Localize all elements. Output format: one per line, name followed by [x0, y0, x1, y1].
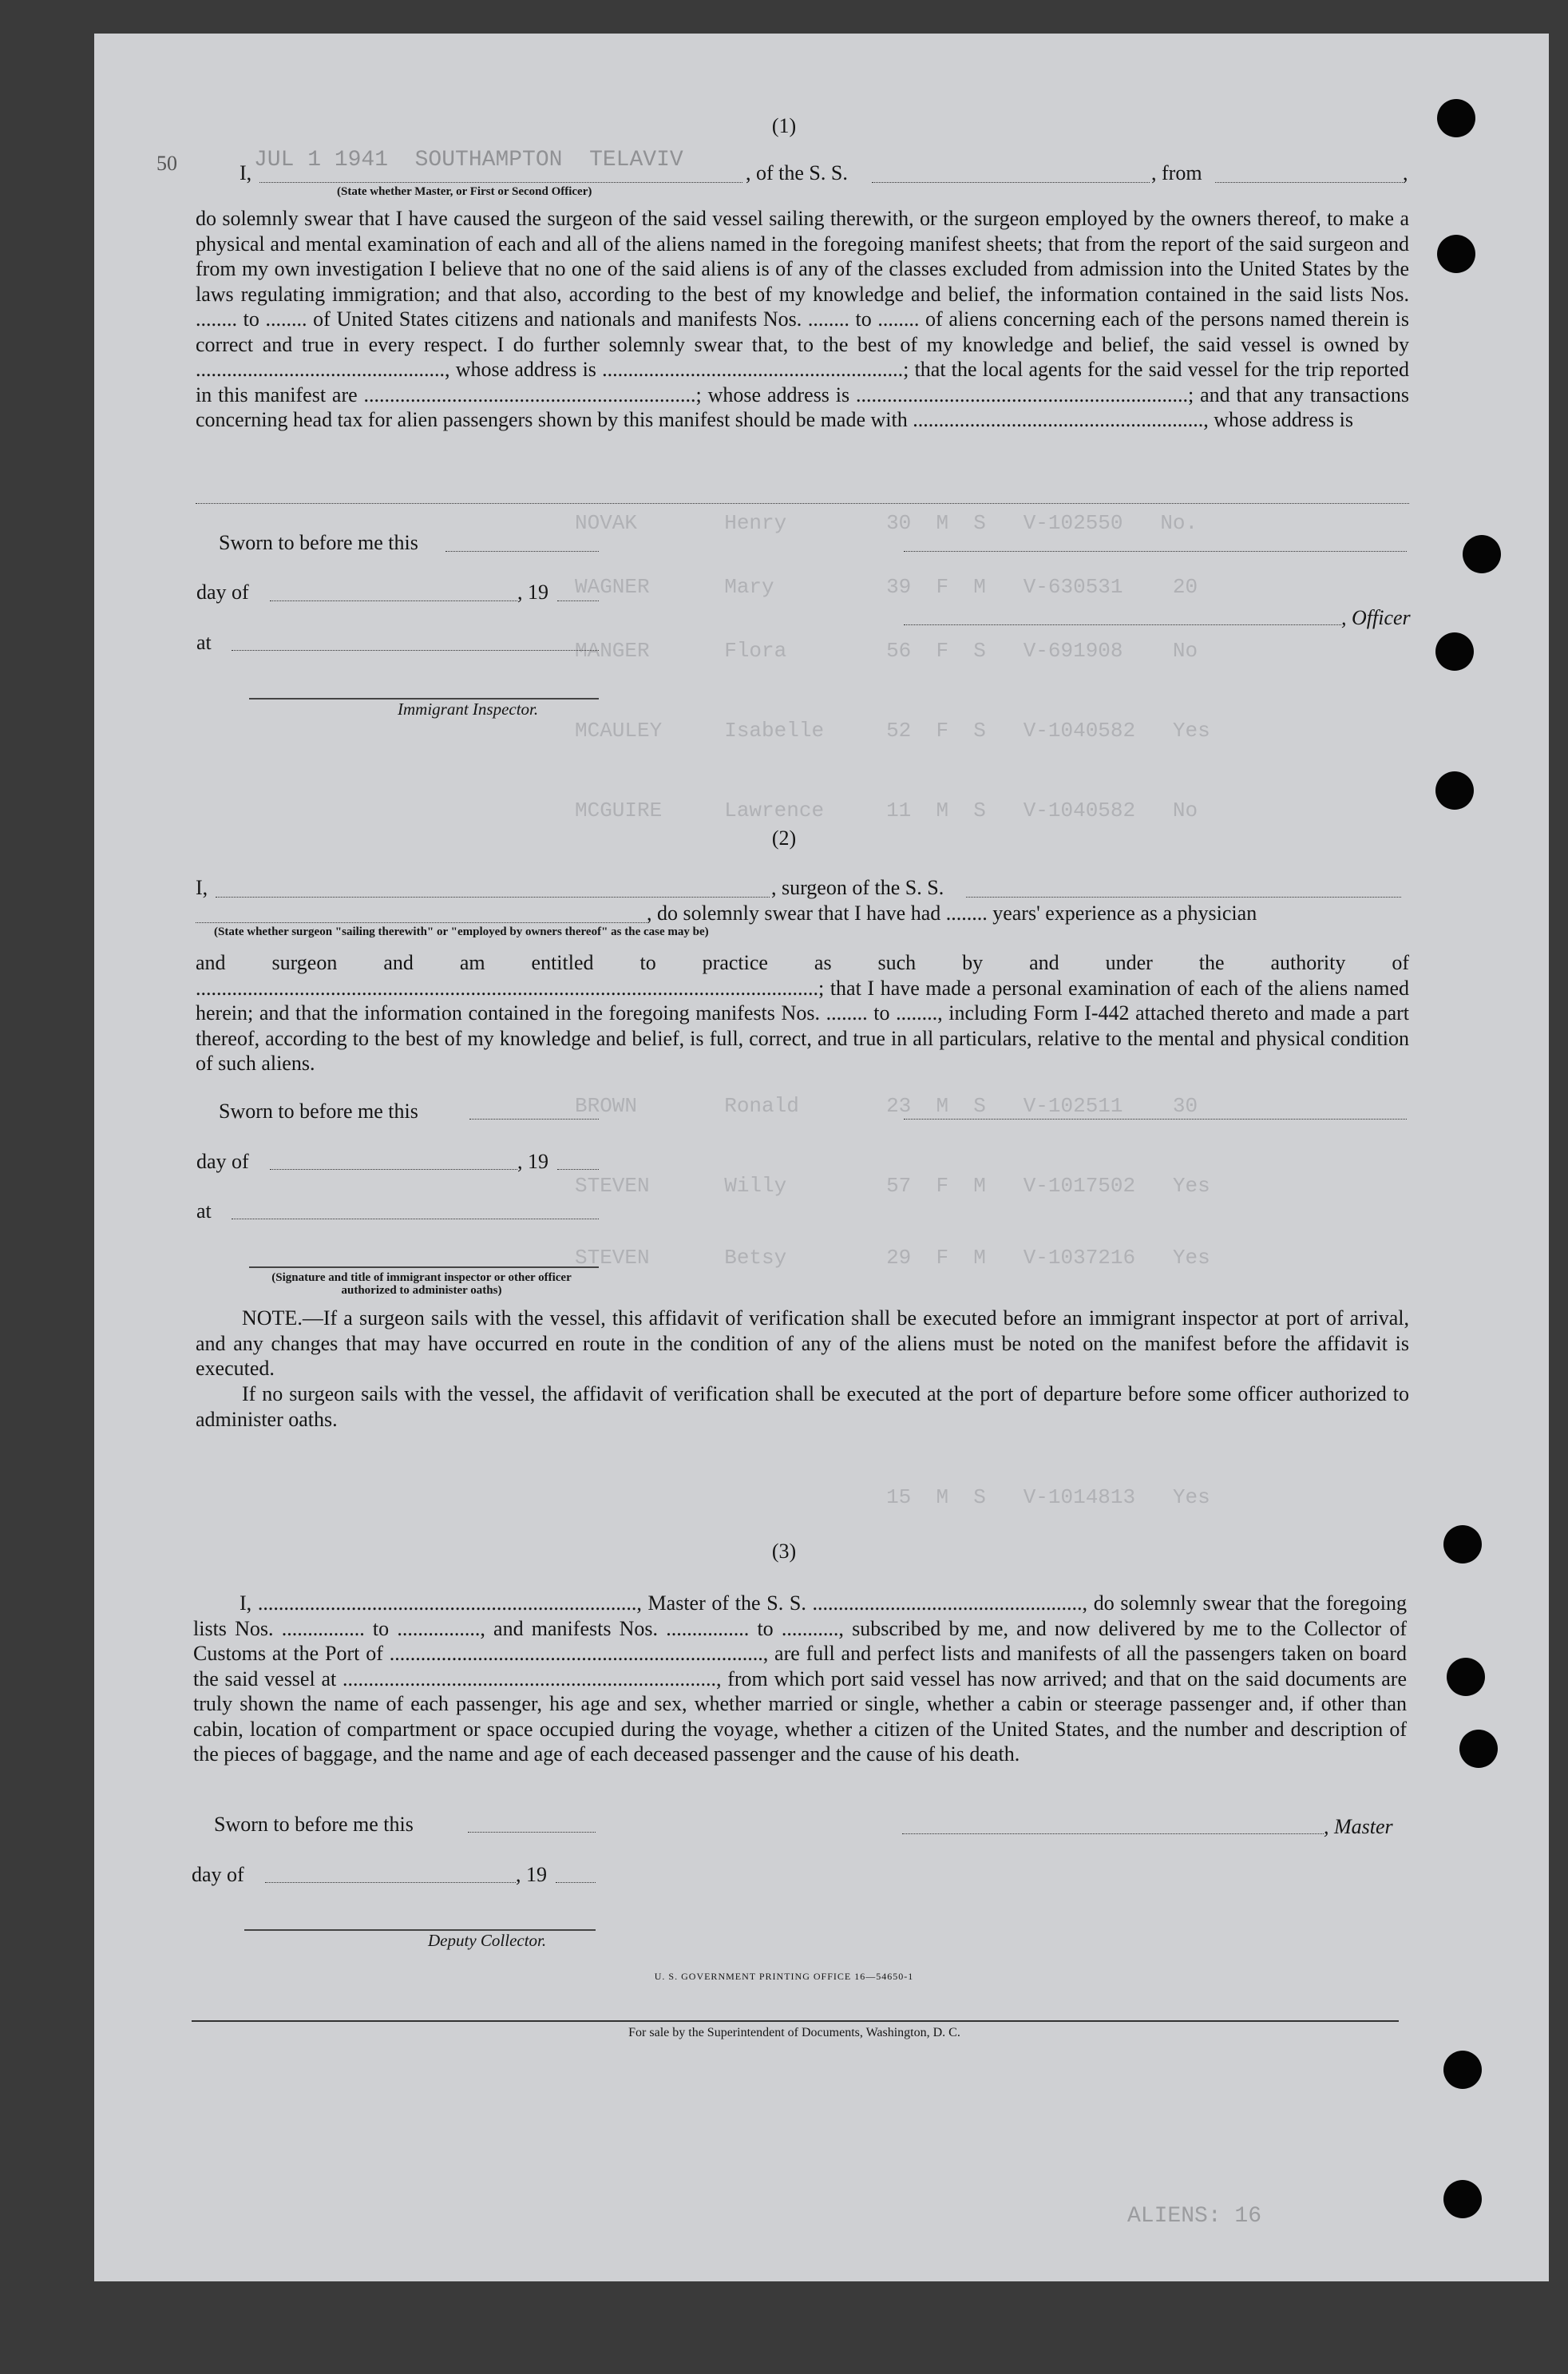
footer-rule	[192, 2020, 1399, 2022]
master-signature-field[interactable]	[902, 1833, 1324, 1834]
day-month-field[interactable]	[270, 600, 517, 601]
surgeon-oath-line: , do solemnly swear that I have had ........ years' experience as a physician	[647, 902, 1257, 925]
section-2-body: and surgeon and am entitled to practice as such by and under the authority of ........................................................................................................................; that I have made a personal examination of each of the aliens named herein; and that the information contained in the foregoing manifests Nos. ........ to ........, including Form I-442 attached thereto and made a part thereof, according to the best of my knowledge and belief, is full, correct, and true in all particulars, relative to the mental and physical condition of such aliens.	[196, 951, 1409, 1075]
head-tax-address-field[interactable]	[196, 503, 1409, 504]
section-3-body: I, ........................................................................., Master of the S. S. ...................................................., do solemnly swear that the foregoing lists Nos. ................ to ................, and manifests Nos. ................ to ..........., subscribed by me, and now delivered by me to the Collector of Customs at the Port of ........................................................................, are full and perfect lists and manifests of all the passengers taken on board the said vessel at ........................................................................, from which port said vessel has now arrived; and that on the said documents are truly shown the name of each passenger, his age and sex, whether married or single, whether a cabin or steerage passenger and, if other than cabin, location of compartment or space occupied during the voyage, whether a citizen of the United States, and the number and description of the pieces of baggage, and the name and age of each deceased passenger and the cause of his death.	[193, 1591, 1407, 1766]
sworn-label-3: Sworn to before me this	[214, 1813, 414, 1836]
bleed-through-text: BROWN Ronald 23 M S V-102511 30	[575, 1094, 1198, 1118]
punch-hole	[1463, 535, 1501, 573]
section-3-number: (3)	[771, 1540, 797, 1563]
inspector-label: Immigrant Inspector.	[398, 700, 539, 719]
punch-hole	[1435, 632, 1474, 671]
sworn-date-field[interactable]	[445, 551, 599, 552]
printing-office: U. S. GOVERNMENT PRINTING OFFICE 16—54650-1	[654, 1971, 914, 1982]
signature-note: (Signature and title of immigrant inspector or other officer authorized to administer oaths)	[271, 1271, 572, 1297]
section-1-number: (1)	[771, 114, 797, 137]
bleed-through-text: 15 M S V-1014813 Yes	[575, 1485, 1210, 1509]
officer-signature-line[interactable]	[249, 1266, 599, 1268]
bleed-through-text: NOVAK Henry 30 M S V-102550 No.	[575, 511, 1198, 535]
officer-name-field[interactable]	[259, 182, 742, 183]
punch-hole	[1443, 2051, 1482, 2089]
line-end: ,	[1403, 161, 1408, 184]
year-label: , 19	[517, 581, 548, 604]
note-paragraph: NOTE.—If a surgeon sails with the vessel, this affidavit of verification shall be executed before an immigrant inspector at port of arrival, and any changes that may have occurred en route in the condition of any of the aliens must be noted on the manifest before the affidavit is executed.	[196, 1306, 1409, 1380]
surgeon-status-field[interactable]	[196, 922, 647, 923]
officer-title-field[interactable]	[904, 624, 1341, 625]
year-label-3: , 19	[516, 1863, 547, 1886]
bleed-through-text: MCGUIRE Lawrence 11 M S V-1040582 No	[575, 799, 1198, 822]
margin-number: 50	[156, 152, 177, 175]
note-paragraph-2: If no surgeon sails with the vessel, the affidavit of verification shall be executed at the port of departure before some officer authorized to administer oaths.	[196, 1382, 1409, 1431]
sworn-label: Sworn to before me this	[219, 531, 418, 554]
officer-signature-field[interactable]	[904, 551, 1407, 552]
year-field[interactable]	[557, 600, 599, 601]
punch-hole	[1435, 771, 1474, 810]
punch-hole	[1447, 1658, 1485, 1696]
at-label: at	[196, 631, 212, 654]
punch-hole	[1437, 235, 1475, 273]
day-month-field-3[interactable]	[265, 1882, 516, 1883]
bleed-through-text: STEVEN Betsy 29 F M V-1037216 Yes	[575, 1246, 1210, 1270]
surgeon-line-label: I,	[196, 876, 208, 899]
day-of-label-3: day of	[192, 1863, 244, 1886]
day-of-label-2: day of	[196, 1150, 249, 1173]
surgeon-note: (State whether surgeon "sailing therewith" or "employed by owners thereof" as the case may be)	[214, 925, 709, 938]
master-label: , Master	[1324, 1815, 1393, 1838]
officer-line-label: I,	[240, 161, 252, 184]
day-of-label: day of	[196, 581, 249, 604]
deputy-label: Deputy Collector.	[428, 1931, 547, 1950]
year-field-2[interactable]	[557, 1169, 599, 1170]
bleed-through-text: WAGNER Mary 39 F M V-630531 20	[575, 575, 1198, 599]
sworn-date-field-3[interactable]	[468, 1832, 596, 1833]
place-field[interactable]	[232, 650, 599, 651]
bleed-through-text: MANGER Flora 56 F S V-691908 No	[575, 639, 1198, 663]
ss-label: , of the S. S.	[746, 161, 848, 184]
surgeon-vessel-field[interactable]	[966, 897, 1401, 898]
officer-note: (State whether Master, or First or Second Officer)	[337, 185, 592, 198]
section-2-number: (2)	[771, 826, 797, 850]
sale-notice: For sale by the Superintendent of Documents, Washington, D. C.	[628, 2026, 960, 2039]
year-field-3[interactable]	[556, 1882, 596, 1883]
surgeon-signature-field[interactable]	[904, 1119, 1407, 1120]
surgeon-ss-label: , surgeon of the S. S.	[771, 876, 944, 899]
punch-hole	[1443, 2180, 1482, 2218]
date-stamp: JUL 1 1941 SOUTHAMPTON TELAVIV	[254, 148, 683, 172]
sworn-label-2: Sworn to before me this	[219, 1100, 418, 1123]
day-month-field-2[interactable]	[270, 1169, 517, 1170]
bleed-through-text: STEVEN Willy 57 F M V-1017502 Yes	[575, 1174, 1210, 1198]
bleed-through-text: MCAULEY Isabelle 52 F S V-1040582 Yes	[575, 719, 1210, 743]
officer-label: , Officer	[1341, 606, 1411, 629]
surgeon-name-field[interactable]	[216, 897, 770, 898]
from-port-field[interactable]	[1215, 182, 1403, 183]
year-label-2: , 19	[517, 1150, 548, 1173]
punch-hole	[1459, 1730, 1498, 1768]
from-label: , from	[1151, 161, 1202, 184]
vessel-name-field[interactable]	[872, 182, 1150, 183]
aliens-stamp: ALIENS: 16	[1127, 2204, 1262, 2229]
at-label-2: at	[196, 1199, 212, 1223]
sworn-date-field-2[interactable]	[469, 1119, 599, 1120]
section-1-body: do solemnly swear that I have caused the surgeon of the said vessel sailing therewith, or the surgeon employed by the owners thereof, to make a physical and mental examination of each and all of the aliens named in the foregoing manifest sheets; that from the report of the said surgeon and from my own investigation I believe that no one of the said aliens is of any of the classes excluded from admission into the United States by the laws regulating immigration; and that also, according to the best of my knowledge and belief, the information contained in the said lists Nos. ........ to ........ of United States citizens and nationals and manifests Nos. ........ to ........ of aliens concerning each of the persons named therein is correct and true in every respect. I do further solemnly swear that, to the best of my knowledge and belief, the said vessel is owned by ................................................, whose address is ..........................................................; that the local agents for the said vessel for the trip reported in this manifest are ................................................................; whose address is ................................................................; and that any transactions concerning head tax for alien passengers shown by this manifest should be made with ........................................................, whose address is	[196, 207, 1409, 431]
